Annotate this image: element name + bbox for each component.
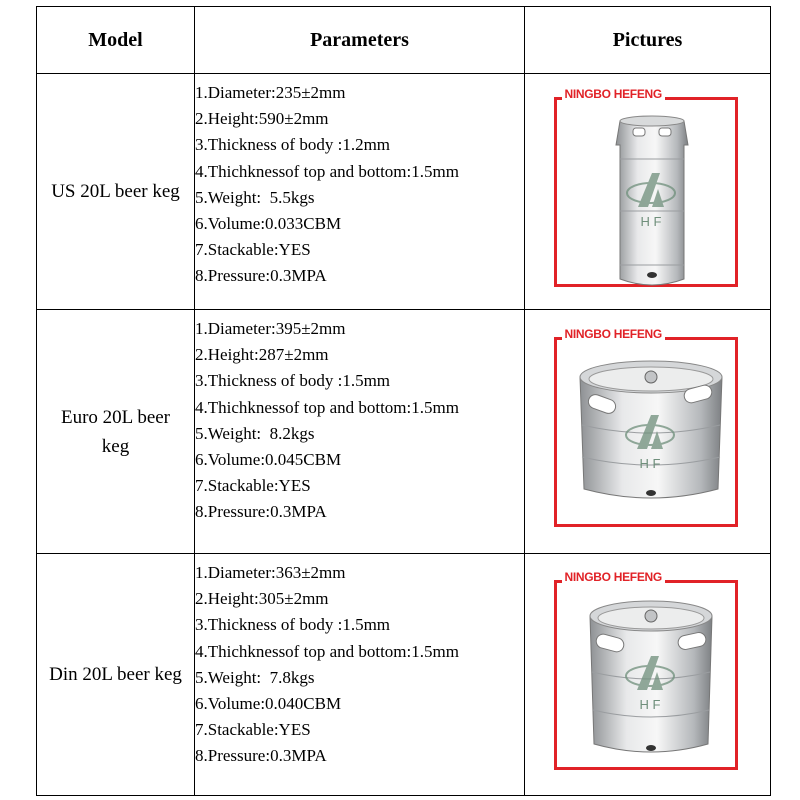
brand-label: NINGBO HEFENG	[562, 570, 665, 584]
params-cell	[195, 554, 525, 796]
model-cell: US 20L beer keg	[37, 74, 195, 310]
param-stackable: 7.Stackable:YES	[195, 720, 311, 740]
param-height: 2.Height:305±2mm	[195, 589, 329, 609]
param-stackable: 7.Stackable:YES	[195, 476, 311, 496]
param-weight: 5.Weight: 7.8kgs	[195, 667, 315, 687]
us-keg-image	[538, 81, 758, 303]
param-height: 2.Height:287±2mm	[195, 345, 329, 365]
param-diameter: 1.Diameter:363±2mm	[195, 563, 346, 582]
param-diameter: 1.Diameter:235±2mm	[195, 83, 346, 102]
logo-text: H F	[639, 696, 660, 712]
params-list	[195, 316, 524, 526]
model-name: Euro 20L beer keg	[60, 406, 171, 457]
picture-cell	[525, 310, 771, 554]
params-cell	[195, 310, 525, 554]
param-weight: 5.Weight: 8.2kgs	[195, 423, 315, 443]
keg-spec-table	[36, 6, 771, 796]
param-pressure: 8.Pressure:0.3MPA	[195, 266, 327, 286]
logo-text: H F	[640, 213, 661, 229]
param-weight: 5.Weight: 5.5kgs	[195, 187, 315, 207]
logo-text: H F	[639, 455, 660, 471]
param-stackable: 7.Stackable:YES	[195, 240, 311, 260]
keg-picture	[538, 564, 758, 786]
param-diameter: 1.Diameter:395±2mm	[195, 319, 346, 338]
param-volume: 6.Volume:0.045CBM	[195, 450, 342, 470]
param-volume: 6.Volume:0.040CBM	[195, 694, 342, 714]
header-pictures: Pictures	[525, 7, 771, 74]
picture-cell	[525, 74, 771, 310]
param-body-thickness: 3.Thickness of body :1.2mm	[195, 135, 391, 155]
brand-label: NINGBO HEFENG	[562, 327, 665, 341]
header-row	[37, 7, 771, 74]
model-cell	[37, 310, 195, 554]
params-list	[195, 560, 524, 770]
model-cell: Din 20L beer keg	[37, 554, 195, 796]
keg-picture	[538, 321, 758, 543]
header-model: Model	[37, 7, 195, 74]
brand-label: NINGBO HEFENG	[562, 87, 665, 101]
param-top-bottom-thickness: 4.Thichknessof top and bottom:1.5mm	[195, 397, 459, 417]
param-body-thickness: 3.Thickness of body :1.5mm	[195, 371, 391, 391]
param-body-thickness: 3.Thickness of body :1.5mm	[195, 615, 391, 635]
param-height: 2.Height:590±2mm	[195, 109, 329, 129]
param-pressure: 8.Pressure:0.3MPA	[195, 746, 327, 766]
din-keg-image	[538, 564, 758, 786]
keg-picture	[538, 81, 758, 303]
param-pressure: 8.Pressure:0.3MPA	[195, 502, 327, 522]
keg-row-din	[37, 554, 771, 796]
keg-row-us	[37, 74, 771, 310]
picture-cell	[525, 554, 771, 796]
euro-keg-image	[538, 321, 758, 543]
keg-row-euro	[37, 310, 771, 554]
param-top-bottom-thickness: 4.Thichknessof top and bottom:1.5mm	[195, 161, 459, 181]
params-list	[195, 80, 524, 290]
param-top-bottom-thickness: 4.Thichknessof top and bottom:1.5mm	[195, 641, 459, 661]
params-cell	[195, 74, 525, 310]
header-parameters: Parameters	[195, 7, 525, 74]
param-volume: 6.Volume:0.033CBM	[195, 214, 342, 234]
